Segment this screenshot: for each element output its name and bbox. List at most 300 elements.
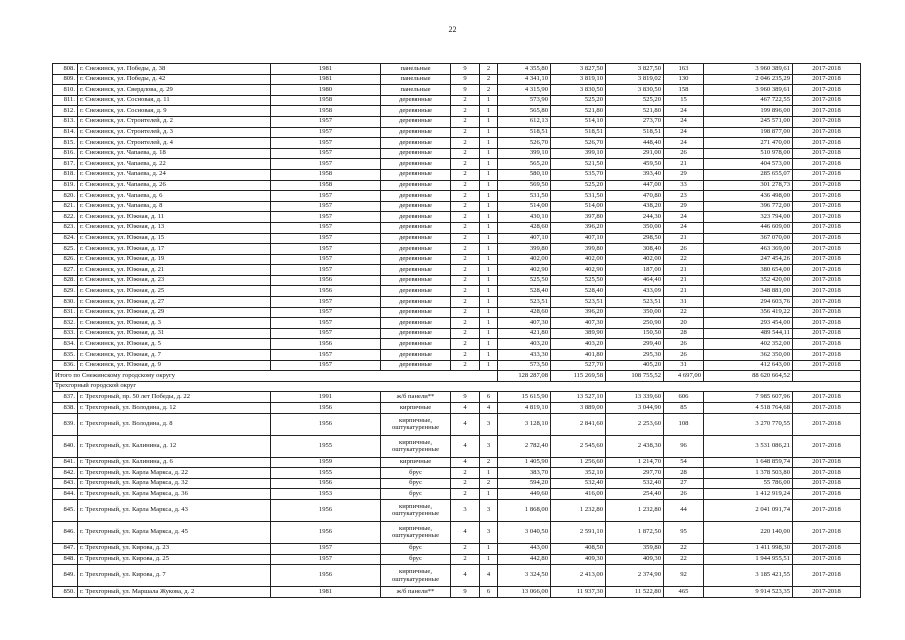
row-year: 1957 bbox=[271, 148, 381, 159]
row-number: 839. bbox=[53, 413, 78, 435]
row-cost: 3 270 770,55 bbox=[704, 413, 793, 435]
row-address: г. Снежинск, ул. Чапаева, д. 24 bbox=[78, 169, 271, 180]
row-area-total: 4 819,10 bbox=[498, 403, 551, 414]
row-area-residential: 523,51 bbox=[606, 297, 664, 308]
row-residents: 24 bbox=[664, 212, 704, 223]
row-area-residential: 3 830,50 bbox=[606, 85, 664, 96]
row-area-residential: 433,09 bbox=[606, 286, 664, 297]
row-residents: 95 bbox=[664, 521, 704, 543]
row-period: 2017-2018 bbox=[793, 64, 861, 75]
row-floors: 2 bbox=[451, 339, 480, 350]
row-entrances: 1 bbox=[480, 159, 498, 170]
row-area-residential: 532,40 bbox=[606, 478, 664, 489]
row-cost: 9 914 523,35 bbox=[704, 587, 793, 598]
row-address: г. Снежинск, ул. Южная, д. 3 bbox=[78, 318, 271, 329]
row-area-total: 525,50 bbox=[498, 275, 551, 286]
row-wall-material: деревянные bbox=[381, 180, 451, 191]
row-area-total: 407,30 bbox=[498, 318, 551, 329]
row-period: 2017-2018 bbox=[793, 318, 861, 329]
housing-registry-table bbox=[52, 63, 861, 598]
row-area-residential: 1 232,80 bbox=[606, 499, 664, 521]
row-address: г. Снежинск, ул. Южная, д. 15 bbox=[78, 233, 271, 244]
row-wall-material: кирпичные, оштукатуренные bbox=[381, 521, 451, 543]
row-number: 830. bbox=[53, 297, 78, 308]
row-area-residential: 350,00 bbox=[606, 307, 664, 318]
table-row bbox=[53, 499, 861, 521]
row-year: 1956 bbox=[271, 478, 381, 489]
table-row bbox=[53, 201, 861, 212]
row-area-total: 523,51 bbox=[498, 297, 551, 308]
row-address: г. Снежинск, ул. Южная, д. 17 bbox=[78, 244, 271, 255]
row-entrances: 1 bbox=[480, 339, 498, 350]
row-area-residential: 11 522,80 bbox=[606, 587, 664, 598]
row-period: 2017-2018 bbox=[793, 307, 861, 318]
row-area-total: 449,60 bbox=[498, 489, 551, 500]
row-residents: 26 bbox=[664, 350, 704, 361]
row-floors: 2 bbox=[451, 318, 480, 329]
row-residents: 24 bbox=[664, 222, 704, 233]
row-number: 826. bbox=[53, 254, 78, 265]
row-area-premises: 521,80 bbox=[551, 106, 606, 117]
row-address: г. Снежинск, ул. Южная, д. 11 bbox=[78, 212, 271, 223]
row-period: 2017-2018 bbox=[793, 85, 861, 96]
row-number: 810. bbox=[53, 85, 78, 96]
row-area-premises: 352,10 bbox=[551, 468, 606, 479]
row-year: 1957 bbox=[271, 159, 381, 170]
table-row bbox=[53, 64, 861, 75]
row-address: г. Снежинск, ул. Южная, д. 23 bbox=[78, 275, 271, 286]
row-area-premises: 514,00 bbox=[551, 201, 606, 212]
row-entrances: 1 bbox=[480, 554, 498, 565]
summary-residents: 4 697,00 bbox=[664, 371, 704, 382]
row-cost: 467 722,55 bbox=[704, 95, 793, 106]
row-residents: 27 bbox=[664, 478, 704, 489]
row-address: г. Снежинск, ул. Южная, д. 13 bbox=[78, 222, 271, 233]
row-residents: 22 bbox=[664, 554, 704, 565]
row-entrances: 1 bbox=[480, 360, 498, 371]
row-address: г. Снежинск, ул. Чапаева, д. 8 bbox=[78, 201, 271, 212]
row-wall-material: панельные bbox=[381, 85, 451, 96]
row-residents: 21 bbox=[664, 275, 704, 286]
row-wall-material: деревянные bbox=[381, 148, 451, 159]
row-year: 1957 bbox=[271, 233, 381, 244]
row-address: г. Снежинск, ул. Южная, д. 29 bbox=[78, 307, 271, 318]
table-row bbox=[53, 275, 861, 286]
row-area-total: 430,10 bbox=[498, 212, 551, 223]
row-residents: 158 bbox=[664, 85, 704, 96]
row-cost: 199 896,00 bbox=[704, 106, 793, 117]
row-area-total: 4 341,10 bbox=[498, 74, 551, 85]
table-row bbox=[53, 297, 861, 308]
row-year: 1957 bbox=[271, 328, 381, 339]
row-area-total: 421,80 bbox=[498, 328, 551, 339]
row-entrances: 1 bbox=[480, 307, 498, 318]
row-area-total: 15 615,90 bbox=[498, 392, 551, 403]
row-number: 824. bbox=[53, 233, 78, 244]
row-year: 1956 bbox=[271, 499, 381, 521]
table-row bbox=[53, 468, 861, 479]
row-entrances: 3 bbox=[480, 413, 498, 435]
table-row bbox=[53, 74, 861, 85]
table-row bbox=[53, 127, 861, 138]
row-wall-material: деревянные bbox=[381, 307, 451, 318]
row-address: г. Снежинск, ул. Южная, д. 21 bbox=[78, 265, 271, 276]
row-number: 820. bbox=[53, 191, 78, 202]
table-row bbox=[53, 106, 861, 117]
row-address: г. Снежинск, ул. Строителей, д. 2 bbox=[78, 116, 271, 127]
row-floors: 2 bbox=[451, 148, 480, 159]
row-number: 850. bbox=[53, 587, 78, 598]
row-residents: 29 bbox=[664, 201, 704, 212]
row-floors: 2 bbox=[451, 554, 480, 565]
row-address: г. Снежинск, ул. Чапаева, д. 26 bbox=[78, 180, 271, 191]
row-area-residential: 2 374,90 bbox=[606, 565, 664, 587]
table-row bbox=[53, 489, 861, 500]
row-year: 1959 bbox=[271, 457, 381, 468]
row-address: г. Снежинск, ул. Чапаева, д. 6 bbox=[78, 191, 271, 202]
row-residents: 24 bbox=[664, 127, 704, 138]
row-area-premises: 521,50 bbox=[551, 159, 606, 170]
row-entrances: 3 bbox=[480, 435, 498, 457]
row-floors: 2 bbox=[451, 350, 480, 361]
row-address: г. Снежинск, ул. Южная, д. 31 bbox=[78, 328, 271, 339]
row-floors: 2 bbox=[451, 233, 480, 244]
row-floors: 2 bbox=[451, 116, 480, 127]
row-address: г. Снежинск, ул. Южная, д. 25 bbox=[78, 286, 271, 297]
table-row bbox=[53, 222, 861, 233]
row-area-total: 565,20 bbox=[498, 159, 551, 170]
row-period: 2017-2018 bbox=[793, 191, 861, 202]
row-floors: 2 bbox=[451, 360, 480, 371]
row-number: 809. bbox=[53, 74, 78, 85]
row-period: 2017-2018 bbox=[793, 201, 861, 212]
table-row bbox=[53, 148, 861, 159]
row-year: 1956 bbox=[271, 565, 381, 587]
row-cost: 510 978,00 bbox=[704, 148, 793, 159]
row-wall-material: деревянные bbox=[381, 339, 451, 350]
row-residents: 24 bbox=[664, 116, 704, 127]
row-cost: 362 350,00 bbox=[704, 350, 793, 361]
table-row bbox=[53, 543, 861, 554]
table-row bbox=[53, 339, 861, 350]
table-row bbox=[53, 360, 861, 371]
row-cost: 245 571,00 bbox=[704, 116, 793, 127]
row-area-residential: 308,40 bbox=[606, 244, 664, 255]
row-area-residential: 273,70 bbox=[606, 116, 664, 127]
row-number: 825. bbox=[53, 244, 78, 255]
row-area-premises: 531,50 bbox=[551, 191, 606, 202]
row-period: 2017-2018 bbox=[793, 169, 861, 180]
row-entrances: 3 bbox=[480, 499, 498, 521]
row-floors: 2 bbox=[451, 254, 480, 265]
row-area-premises: 416,00 bbox=[551, 489, 606, 500]
row-period: 2017-2018 bbox=[793, 212, 861, 223]
table-row bbox=[53, 95, 861, 106]
row-year: 1981 bbox=[271, 74, 381, 85]
row-residents: 54 bbox=[664, 457, 704, 468]
row-area-total: 580,10 bbox=[498, 169, 551, 180]
row-cost: 367 070,00 bbox=[704, 233, 793, 244]
row-area-total: 3 040,50 bbox=[498, 521, 551, 543]
row-year: 1957 bbox=[271, 265, 381, 276]
row-period: 2017-2018 bbox=[793, 74, 861, 85]
row-year: 1957 bbox=[271, 138, 381, 149]
row-number: 817. bbox=[53, 159, 78, 170]
table-row bbox=[53, 85, 861, 96]
table-row bbox=[53, 350, 861, 361]
row-residents: 22 bbox=[664, 254, 704, 265]
row-floors: 2 bbox=[451, 169, 480, 180]
row-address: г. Трехгорный, ул. Карла Маркса, д. 43 bbox=[78, 499, 271, 521]
row-area-residential: 291,00 bbox=[606, 148, 664, 159]
row-cost: 402 352,00 bbox=[704, 339, 793, 350]
row-address: г. Трехгорный, пр. 50 лет Победы, д. 22 bbox=[78, 392, 271, 403]
row-address: г. Трехгорный, ул. Кирова, д. 23 bbox=[78, 543, 271, 554]
table-row bbox=[53, 307, 861, 318]
row-address: г. Снежинск, ул. Южная, д. 27 bbox=[78, 297, 271, 308]
row-year: 1957 bbox=[271, 350, 381, 361]
row-area-residential: 295,30 bbox=[606, 350, 664, 361]
row-floors: 2 bbox=[451, 180, 480, 191]
row-entrances: 1 bbox=[480, 127, 498, 138]
row-floors: 2 bbox=[451, 106, 480, 117]
row-address: г. Трехгорный, ул. Карла Маркса, д. 45 bbox=[78, 521, 271, 543]
row-area-premises: 527,70 bbox=[551, 360, 606, 371]
row-address: г. Трехгорный, ул. Карла Маркса, д. 36 bbox=[78, 489, 271, 500]
row-address: г. Снежинск, ул. Свердлова, д. 29 bbox=[78, 85, 271, 96]
row-wall-material: брус bbox=[381, 478, 451, 489]
row-period: 2017-2018 bbox=[793, 543, 861, 554]
row-period: 2017-2018 bbox=[793, 403, 861, 414]
row-floors: 2 bbox=[451, 222, 480, 233]
table-row bbox=[53, 159, 861, 170]
row-period: 2017-2018 bbox=[793, 297, 861, 308]
row-number: 849. bbox=[53, 565, 78, 587]
row-residents: 108 bbox=[664, 413, 704, 435]
row-wall-material: деревянные bbox=[381, 116, 451, 127]
row-area-premises: 528,40 bbox=[551, 286, 606, 297]
row-period: 2017-2018 bbox=[793, 435, 861, 457]
row-area-residential: 299,40 bbox=[606, 339, 664, 350]
row-area-premises: 1 256,60 bbox=[551, 457, 606, 468]
row-period: 2017-2018 bbox=[793, 521, 861, 543]
row-floors: 2 bbox=[451, 328, 480, 339]
row-entrances: 1 bbox=[480, 350, 498, 361]
row-year: 1957 bbox=[271, 543, 381, 554]
row-number: 845. bbox=[53, 499, 78, 521]
row-year: 1958 bbox=[271, 106, 381, 117]
row-address: г. Снежинск, ул. Южная, д. 19 bbox=[78, 254, 271, 265]
row-period: 2017-2018 bbox=[793, 565, 861, 587]
row-cost: 285 655,07 bbox=[704, 169, 793, 180]
row-area-total: 13 066,00 bbox=[498, 587, 551, 598]
row-entrances: 2 bbox=[480, 478, 498, 489]
row-address: г. Трехгорный, ул. Володина, д. 8 bbox=[78, 413, 271, 435]
row-area-residential: 3 044,90 bbox=[606, 403, 664, 414]
table-row bbox=[53, 565, 861, 587]
row-period: 2017-2018 bbox=[793, 468, 861, 479]
summary-label: Итого по Снежинскому городскому округу bbox=[53, 371, 498, 382]
table-row bbox=[53, 328, 861, 339]
summary-period bbox=[793, 371, 861, 382]
row-area-residential: 470,80 bbox=[606, 191, 664, 202]
table-row bbox=[53, 554, 861, 565]
row-area-residential: 402,00 bbox=[606, 254, 664, 265]
row-floors: 2 bbox=[451, 127, 480, 138]
row-cost: 294 603,76 bbox=[704, 297, 793, 308]
row-number: 840. bbox=[53, 435, 78, 457]
row-area-total: 428,60 bbox=[498, 307, 551, 318]
row-wall-material: деревянные bbox=[381, 222, 451, 233]
row-period: 2017-2018 bbox=[793, 95, 861, 106]
row-area-residential: 254,40 bbox=[606, 489, 664, 500]
row-period: 2017-2018 bbox=[793, 286, 861, 297]
page-number: 22 bbox=[448, 25, 457, 34]
row-floors: 2 bbox=[451, 489, 480, 500]
row-year: 1957 bbox=[271, 307, 381, 318]
row-residents: 26 bbox=[664, 489, 704, 500]
row-entrances: 1 bbox=[480, 468, 498, 479]
row-cost: 293 454,00 bbox=[704, 318, 793, 329]
row-cost: 1 944 955,51 bbox=[704, 554, 793, 565]
row-year: 1957 bbox=[271, 554, 381, 565]
row-area-total: 403,20 bbox=[498, 339, 551, 350]
row-area-total: 407,10 bbox=[498, 233, 551, 244]
row-floors: 4 bbox=[451, 565, 480, 587]
row-cost: 489 544,11 bbox=[704, 328, 793, 339]
row-area-total: 612,13 bbox=[498, 116, 551, 127]
row-residents: 21 bbox=[664, 233, 704, 244]
row-floors: 2 bbox=[451, 307, 480, 318]
row-area-residential: 464,40 bbox=[606, 275, 664, 286]
row-period: 2017-2018 bbox=[793, 339, 861, 350]
row-floors: 4 bbox=[451, 403, 480, 414]
row-entrances: 1 bbox=[480, 275, 498, 286]
row-cost: 4 518 764,68 bbox=[704, 403, 793, 414]
row-entrances: 1 bbox=[480, 95, 498, 106]
row-wall-material: брус bbox=[381, 468, 451, 479]
row-number: 811. bbox=[53, 95, 78, 106]
table-row bbox=[53, 169, 861, 180]
row-residents: 92 bbox=[664, 565, 704, 587]
row-address: г. Трехгорный, ул. Кирова, д. 25 bbox=[78, 554, 271, 565]
row-floors: 2 bbox=[451, 138, 480, 149]
table-row bbox=[53, 435, 861, 457]
row-number: 827. bbox=[53, 265, 78, 276]
row-entrances: 1 bbox=[480, 180, 498, 191]
table-row bbox=[53, 587, 861, 598]
row-area-premises: 2 841,60 bbox=[551, 413, 606, 435]
table-row bbox=[53, 116, 861, 127]
table-row bbox=[53, 457, 861, 468]
row-cost: 55 786,00 bbox=[704, 478, 793, 489]
row-year: 1955 bbox=[271, 435, 381, 457]
row-area-premises: 407,30 bbox=[551, 318, 606, 329]
row-wall-material: деревянные bbox=[381, 350, 451, 361]
row-residents: 26 bbox=[664, 244, 704, 255]
row-area-total: 514,00 bbox=[498, 201, 551, 212]
row-floors: 9 bbox=[451, 74, 480, 85]
row-address: г. Трехгорный, ул. Кирова, д. 7 bbox=[78, 565, 271, 587]
row-wall-material: брус bbox=[381, 543, 451, 554]
row-wall-material: деревянные bbox=[381, 244, 451, 255]
row-number: 808. bbox=[53, 64, 78, 75]
row-area-total: 399,10 bbox=[498, 148, 551, 159]
row-wall-material: деревянные bbox=[381, 275, 451, 286]
row-entrances: 1 bbox=[480, 201, 498, 212]
row-address: г. Снежинск, ул. Чапаева, д. 22 bbox=[78, 159, 271, 170]
row-period: 2017-2018 bbox=[793, 116, 861, 127]
row-residents: 44 bbox=[664, 499, 704, 521]
row-entrances: 1 bbox=[480, 191, 498, 202]
row-floors: 2 bbox=[451, 212, 480, 223]
row-period: 2017-2018 bbox=[793, 350, 861, 361]
row-year: 1958 bbox=[271, 180, 381, 191]
row-residents: 31 bbox=[664, 297, 704, 308]
row-area-premises: 401,80 bbox=[551, 350, 606, 361]
table-row bbox=[53, 318, 861, 329]
row-number: 844. bbox=[53, 489, 78, 500]
row-residents: 163 bbox=[664, 64, 704, 75]
row-address: г. Снежинск, ул. Победы, д. 38 bbox=[78, 64, 271, 75]
row-floors: 4 bbox=[451, 435, 480, 457]
row-area-premises: 525,20 bbox=[551, 180, 606, 191]
row-year: 1956 bbox=[271, 275, 381, 286]
row-year: 1958 bbox=[271, 95, 381, 106]
row-entrances: 1 bbox=[480, 286, 498, 297]
row-address: г. Снежинск, ул. Южная, д. 9 bbox=[78, 360, 271, 371]
row-number: 814. bbox=[53, 127, 78, 138]
row-entrances: 1 bbox=[480, 265, 498, 276]
row-cost: 271 470,00 bbox=[704, 138, 793, 149]
row-area-total: 383,70 bbox=[498, 468, 551, 479]
row-address: г. Трехгорный, ул. Карла Маркса, д. 32 bbox=[78, 478, 271, 489]
row-cost: 352 420,00 bbox=[704, 275, 793, 286]
row-floors: 2 bbox=[451, 286, 480, 297]
row-area-premises: 402,00 bbox=[551, 254, 606, 265]
row-wall-material: деревянные bbox=[381, 95, 451, 106]
row-cost: 198 877,00 bbox=[704, 127, 793, 138]
row-cost: 1 412 919,24 bbox=[704, 489, 793, 500]
row-entrances: 4 bbox=[480, 565, 498, 587]
row-wall-material: кирпичные, оштукатуренные bbox=[381, 499, 451, 521]
row-area-premises: 525,50 bbox=[551, 275, 606, 286]
row-area-residential: 438,20 bbox=[606, 201, 664, 212]
row-period: 2017-2018 bbox=[793, 222, 861, 233]
row-address: г. Снежинск, ул. Сосновая, д. 9 bbox=[78, 106, 271, 117]
row-area-premises: 2 413,00 bbox=[551, 565, 606, 587]
row-area-total: 4 355,80 bbox=[498, 64, 551, 75]
row-area-premises: 3 819,10 bbox=[551, 74, 606, 85]
row-wall-material: деревянные bbox=[381, 318, 451, 329]
row-number: 842. bbox=[53, 468, 78, 479]
summary-cost: 88 620 664,52 bbox=[704, 371, 793, 382]
row-area-residential: 459,50 bbox=[606, 159, 664, 170]
row-area-premises: 526,70 bbox=[551, 138, 606, 149]
row-entrances: 1 bbox=[480, 222, 498, 233]
row-entrances: 1 bbox=[480, 318, 498, 329]
row-number: 834. bbox=[53, 339, 78, 350]
row-period: 2017-2018 bbox=[793, 148, 861, 159]
row-area-residential: 521,80 bbox=[606, 106, 664, 117]
table-row bbox=[53, 286, 861, 297]
row-wall-material: кирпичные, оштукатуренные bbox=[381, 413, 451, 435]
row-cost: 7 985 607,96 bbox=[704, 392, 793, 403]
row-address: г. Трехгорный, ул. Калинина, д. 6 bbox=[78, 457, 271, 468]
row-cost: 356 419,22 bbox=[704, 307, 793, 318]
row-number: 823. bbox=[53, 222, 78, 233]
row-entrances: 1 bbox=[480, 543, 498, 554]
